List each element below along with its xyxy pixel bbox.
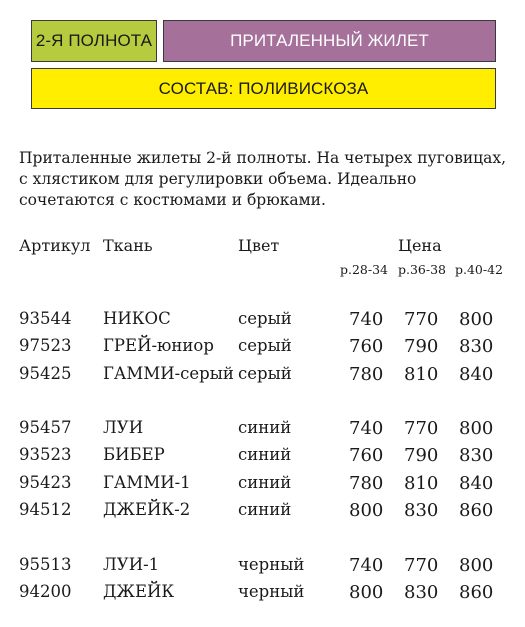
price-cell-28-34: 800 (349, 582, 384, 603)
color-cell: черный (238, 555, 305, 574)
fabric-cell: ДЖЕЙК-2 (103, 500, 191, 519)
color-cell: синий (238, 418, 292, 437)
fabric-cell: ГАММИ-серый (103, 364, 234, 383)
size-range-36-38: р.36-38 (398, 262, 447, 277)
price-cell-36-38: 770 (404, 309, 439, 330)
fullness-badge (31, 20, 157, 62)
table-row (0, 500, 525, 524)
table-row (0, 364, 525, 388)
table-row (0, 473, 525, 497)
product-description: Приталенные жилеты 2-й полноты. На четырех пуговицах, с хлястиком для регулировки объема. Идеально сочетаются с костюмами и брюками. (19, 149, 507, 209)
table-row (0, 336, 525, 360)
fabric-cell: ЛУИ (103, 418, 144, 437)
price-cell-36-38: 830 (404, 500, 439, 521)
color-cell: синий (238, 473, 292, 492)
price-cell-40-42: 800 (459, 309, 494, 330)
fabric-cell: ДЖЕЙК (103, 582, 175, 601)
article-cell: 95513 (19, 555, 72, 574)
price-cell-36-38: 790 (404, 445, 439, 466)
price-cell-40-42: 840 (459, 364, 494, 385)
price-cell-36-38: 770 (404, 555, 439, 576)
price-cell-28-34: 740 (349, 309, 384, 330)
price-cell-36-38: 770 (404, 418, 439, 439)
table-row (0, 418, 525, 442)
fabric-cell: ГАММИ-1 (103, 473, 191, 492)
article-cell: 95425 (19, 364, 72, 383)
table-row (0, 445, 525, 469)
price-cell-36-38: 830 (404, 582, 439, 603)
composition-banner (31, 68, 496, 109)
price-cell-40-42: 840 (459, 473, 494, 494)
fabric-cell: ГРЕЙ-юниор (103, 336, 214, 355)
price-cell-28-34: 740 (349, 418, 384, 439)
color-cell: черный (238, 582, 305, 601)
color-cell: синий (238, 500, 292, 519)
product-title-banner (163, 20, 496, 62)
fabric-cell: НИКОС (103, 309, 171, 328)
price-cell-28-34: 760 (349, 445, 384, 466)
size-range-40-42: р.40-42 (455, 262, 504, 277)
article-cell: 97523 (19, 336, 72, 355)
composition-label: СОСТАВ: ПОЛИВИСКОЗА (158, 78, 369, 98)
price-cell-36-38: 810 (404, 364, 439, 385)
price-cell-28-34: 780 (349, 473, 384, 494)
color-cell: серый (238, 336, 292, 355)
article-cell: 94200 (19, 582, 72, 601)
article-cell: 93523 (19, 445, 72, 464)
price-cell-28-34: 780 (349, 364, 384, 385)
color-cell: синий (238, 445, 292, 464)
price-cell-40-42: 830 (459, 445, 494, 466)
header-fabric: Ткань (103, 236, 153, 255)
price-cell-28-34: 800 (349, 500, 384, 521)
color-cell: серый (238, 309, 292, 328)
article-cell: 93544 (19, 309, 72, 328)
header-article: Артикул (19, 236, 91, 255)
color-cell: серый (238, 364, 292, 383)
article-cell: 94512 (19, 500, 72, 519)
header-color: Цвет (238, 236, 280, 255)
article-cell: 95423 (19, 473, 72, 492)
price-cell-36-38: 810 (404, 473, 439, 494)
price-cell-40-42: 830 (459, 336, 494, 357)
price-cell-40-42: 860 (459, 500, 494, 521)
fabric-cell: БИБЕР (103, 445, 165, 464)
table-row (0, 309, 525, 333)
fabric-cell: ЛУИ-1 (103, 555, 160, 574)
fullness-badge-label: 2-Я ПОЛНОТА (35, 31, 153, 50)
product-title: ПРИТАЛЕННЫЙ ЖИЛЕТ (230, 31, 429, 50)
price-cell-28-34: 740 (349, 555, 384, 576)
article-cell: 95457 (19, 418, 72, 437)
table-row (0, 582, 525, 606)
header-price: Цена (398, 236, 442, 255)
price-cell-28-34: 760 (349, 336, 384, 357)
price-cell-40-42: 860 (459, 582, 494, 603)
size-range-28-34: р.28-34 (340, 262, 389, 277)
price-cell-36-38: 790 (404, 336, 439, 357)
table-row (0, 555, 525, 579)
price-cell-40-42: 800 (459, 418, 494, 439)
price-cell-40-42: 800 (459, 555, 494, 576)
